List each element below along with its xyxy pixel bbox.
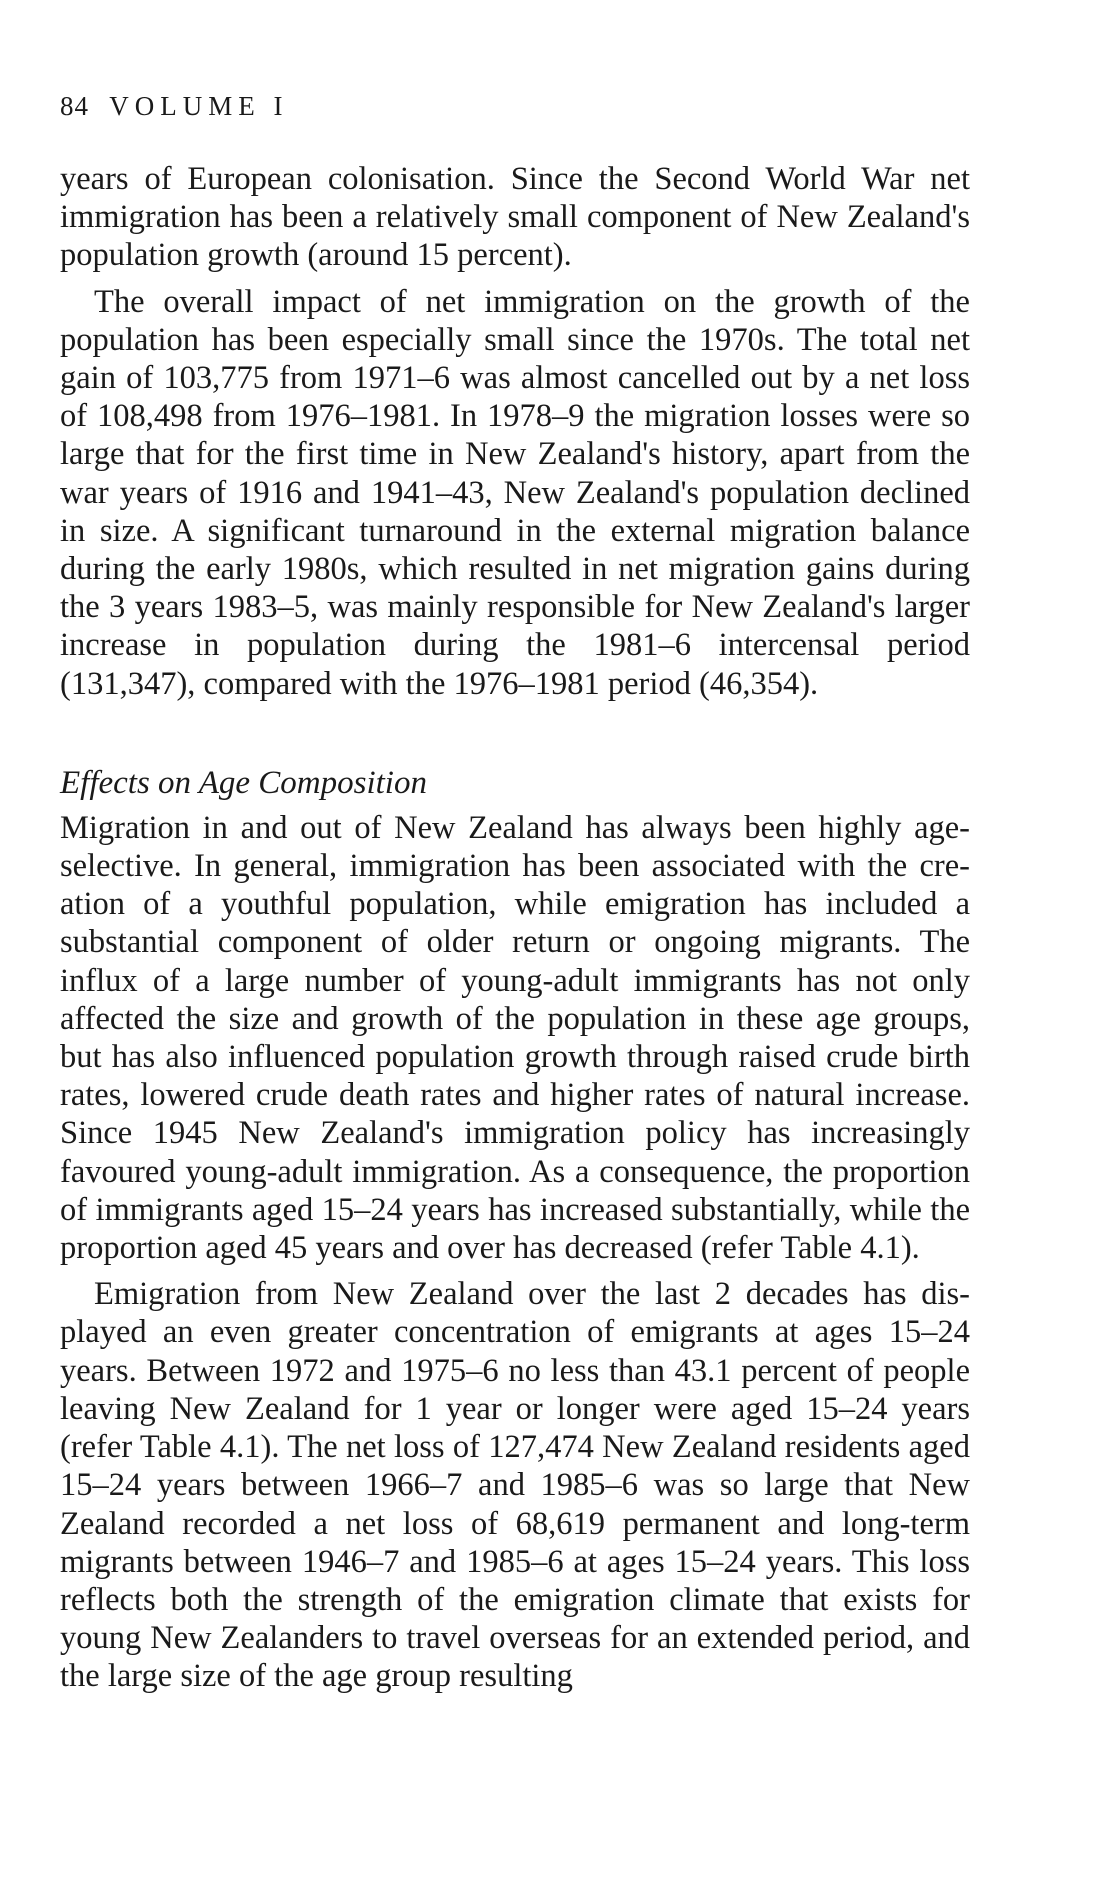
body-paragraph: The overall impact of net immigration on the growth of the population has been especially small since the 1970s. The total net gain of 103,775 from 1971–6 was almost cancelled out by a net loss of 108,498 from 1976–1981. In 1978–9 the migration losses were so large that for the first time in New Zealand's history, apart from the war years of 1916 and 1941–43, New Zealand's population declined in size. A significant turnaround in the external migration balance during the early 1980s, which resulted in net migration gains during the 3 years 1983–5, was mainly responsible for New Zealand's larger increase in population during the 1981–6 intercensal period (131,347), compared with the 1976–1981 period (46,354).	[60, 283, 970, 702]
document-page	[60, 90, 970, 1696]
running-header	[60, 90, 970, 122]
section-heading: Effects on Age Composition	[60, 764, 427, 801]
body-paragraph: Emigration from New Zealand over the last 2 decades has displayed an even greater concentration of emigrants at ages 15–24 years. Between 1972 and 1975–6 no less than 43.1 percent of people leaving New Zealand for 1 year or longer were aged 15–24 years (refer Table 4.1). The net loss of 127,474 New Zealand residents aged 15–24 years between 1966–7 and 1985–6 was so large that New Zealand recorded a net loss of 68,619 permanent and long-term migrants between 1946–7 and 1985–6 at ages 15–24 years. This loss reflects both the strength of the emigration climate that exists for young New Zealanders to travel overseas for an extended period, and the large size of the age group resulting	[60, 1276, 970, 1695]
body-paragraph: Migration in and out of New Zealand has always been highly age-selective. In general, immigration has been associated with the creation of a youthful population, while emigration has included a substantial component of older return or ongoing migrants. The influx of a large number of young-adult immigrants has not only affected the size and growth of the population in these age groups, but has also influenced population growth through raised crude birth rates, lowered crude death rates and higher rates of natural increase. Since 1945 New Zealand's immigration policy has increasingly favoured young-adult immigration. As a consequence, the proportion of immigrants aged 15–24 years has increased substantially, while the proportion aged 45 years and over has decreased (refer Table 4.1).	[60, 809, 970, 1267]
running-title: VOLUME I	[109, 91, 289, 121]
body-paragraph: years of European colonisation. Since the Second World War net immigration has been a relatively small component of New Zealand's population growth (around 15 percent).	[60, 161, 970, 274]
page-number: 84	[60, 91, 89, 121]
